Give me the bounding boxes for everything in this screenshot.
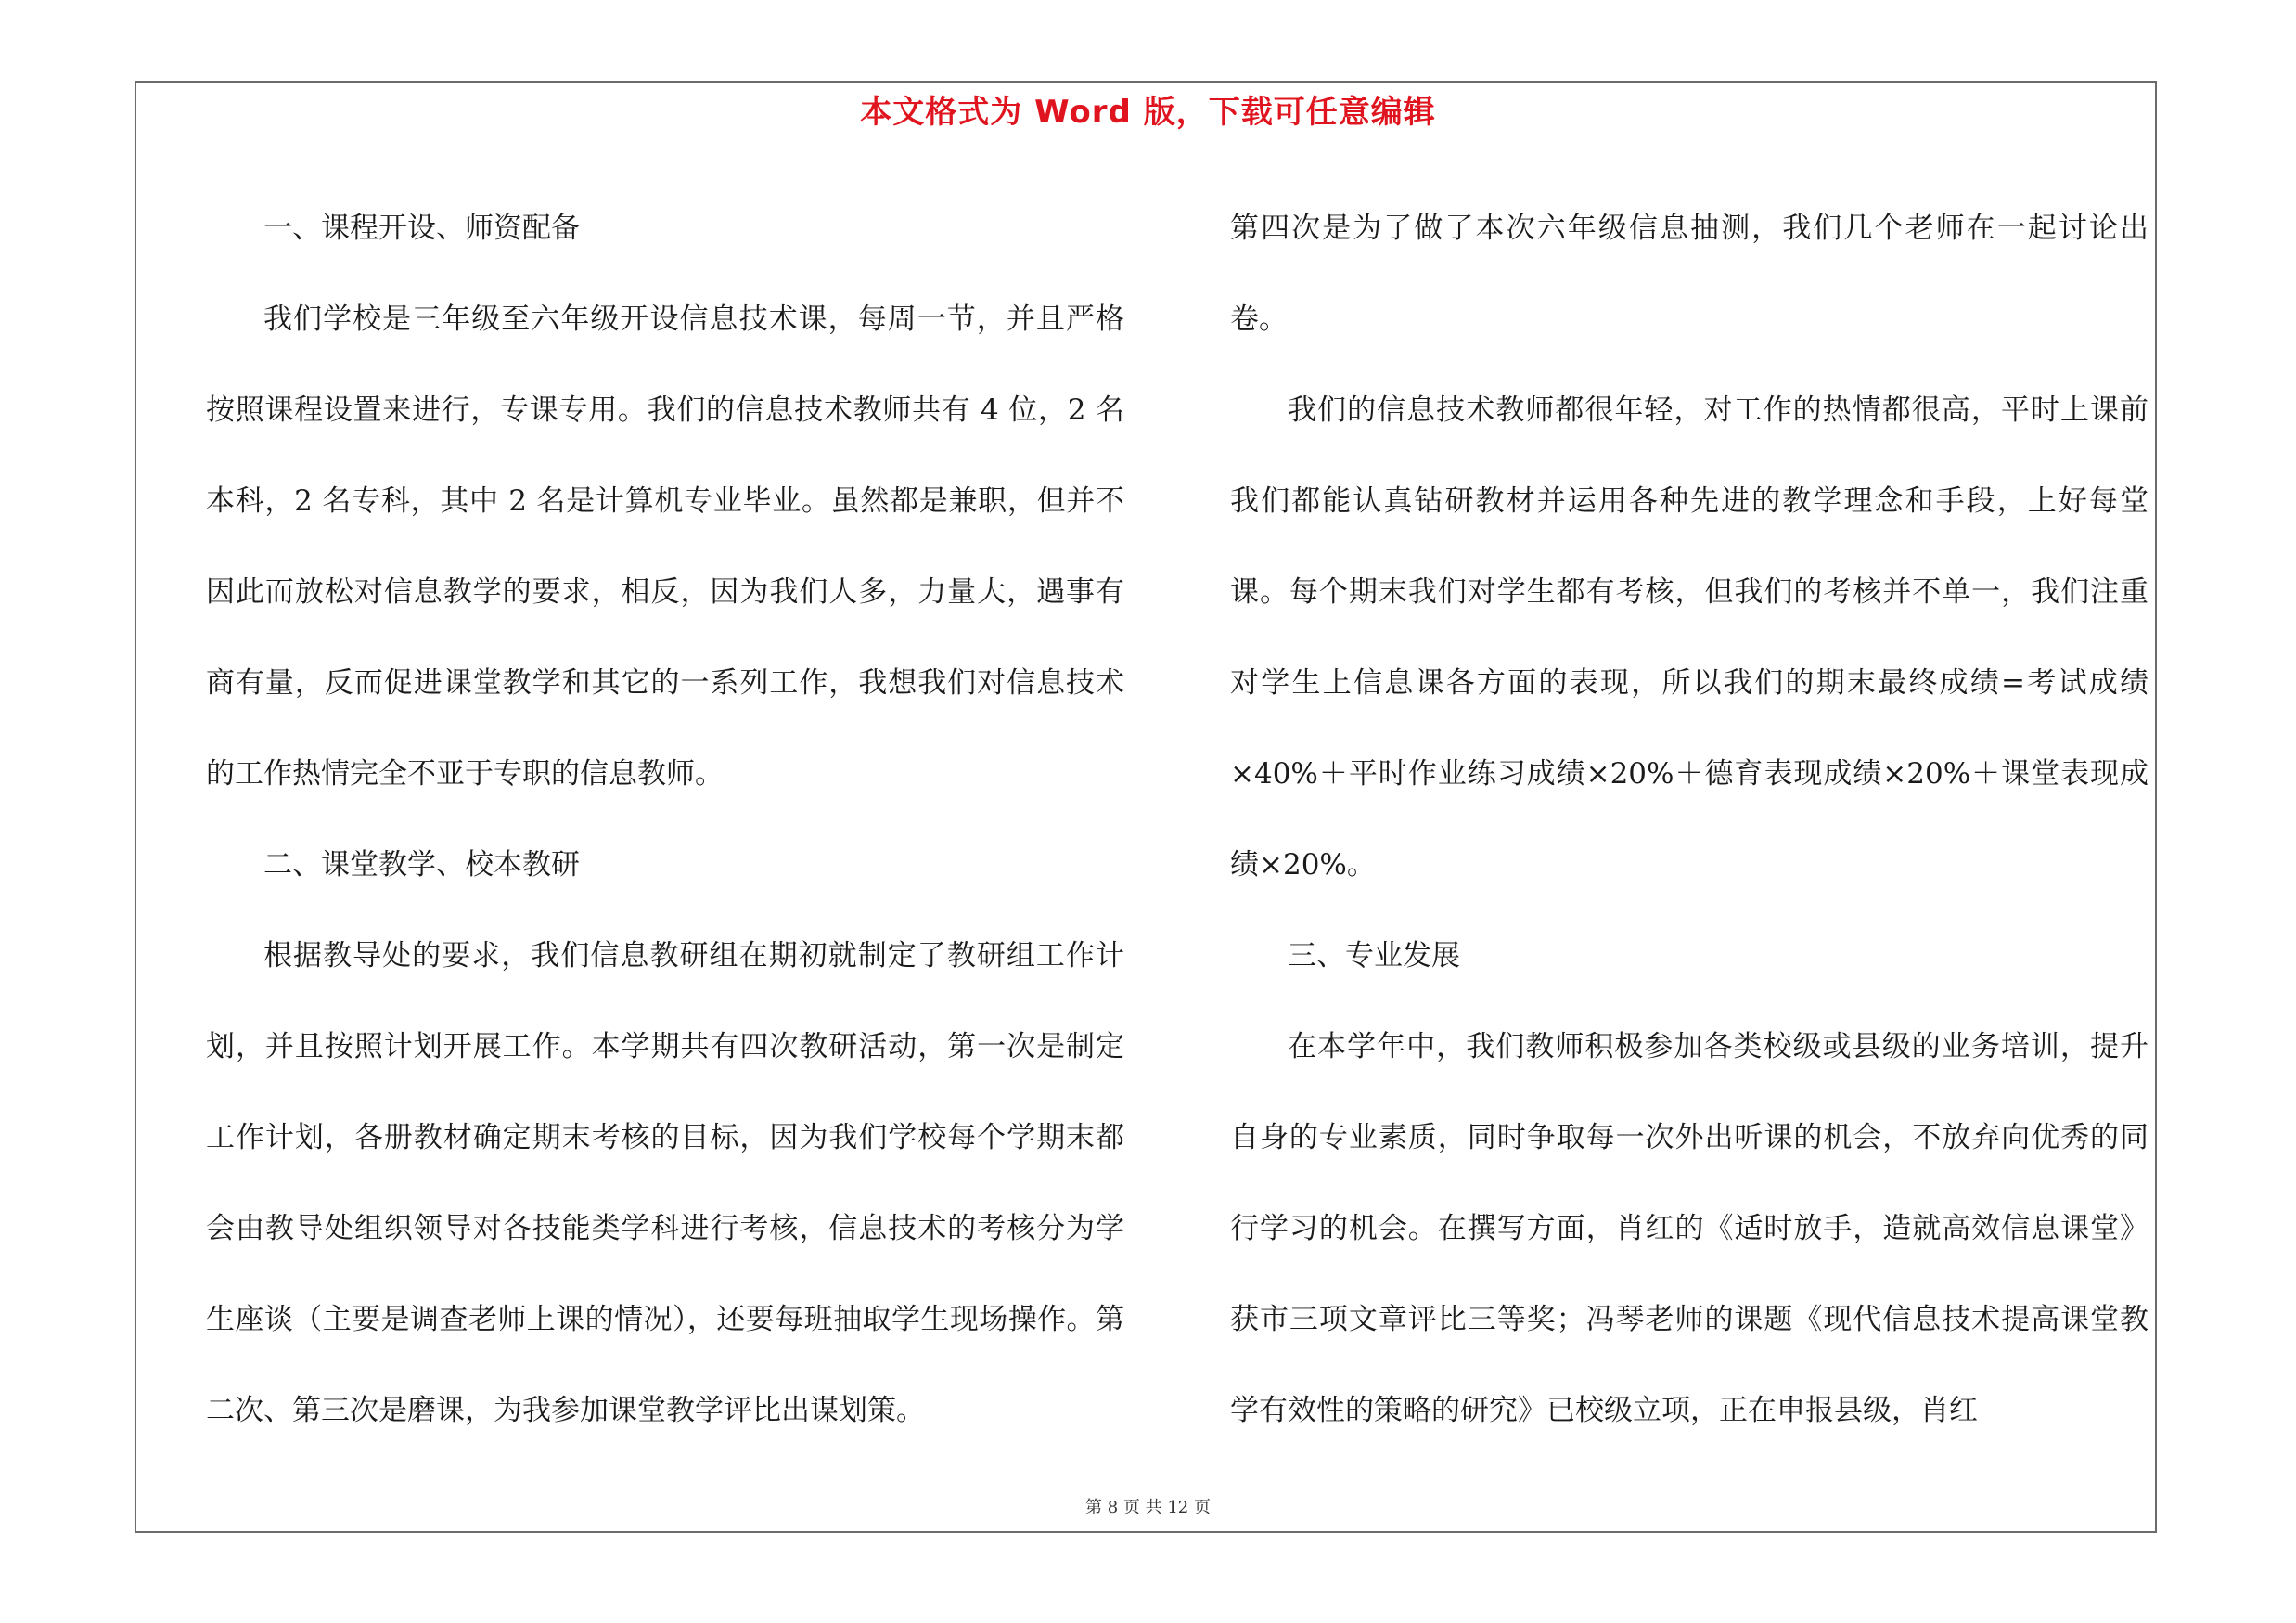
left-column bbox=[206, 183, 1124, 1456]
body-paragraph: 在本学年中，我们教师积极参加各类校级或县级的业务培训，提升自身的专业素质，同时争取每一次外出听课的机会，不放弃向优秀的同行学习的机会。在撰写方面，肖红的《适时放手，造就高效信息课堂》获市三项文章评比三等奖；冯琴老师的课题《现代信息技术提高课堂教学有效性的策略的研究》已校级立项，正在申报县级，肖红 bbox=[1230, 1030, 2148, 1427]
right-column bbox=[1230, 183, 2148, 1456]
body-paragraph: 我们学校是三年级至六年级开设信息技术课，每周一节，并且严格按照课程设置来进行，专课专用。我们的信息技术教师共有 4 位，2 名本科，2 名专科，其中 2 名是计算机专业毕业。虽然都是兼职，但并不因此而放松对信息教学的要求，相反，因为我们人多，力量大，遇事有商有量，反而促进课堂教学和其它的一系列工作，我想我们对信息技术的工作热情完全不亚于专职的信息教师。 bbox=[206, 303, 1124, 791]
page-number-footer: 第 8 页 共 12 页 bbox=[1085, 1498, 1211, 1517]
section-heading-1: 一、课程开设、师资配备 bbox=[263, 212, 580, 245]
section-heading-3: 三、专业发展 bbox=[1288, 939, 1460, 973]
body-paragraph: 我们的信息技术教师都很年轻，对工作的热情都很高，平时上课前我们都能认真钻研教材并运用各种先进的教学理念和手段，上好每堂课。每个期末我们对学生都有考核，但我们的考核并不单一，我们注重对学生上信息课各方面的表现，所以我们的期末最终成绩=考试成绩×40%＋平时作业练习成绩×20%＋德育表现成绩×20%＋课堂表现成绩×20%。 bbox=[1230, 393, 2148, 882]
section-heading-2: 二、课堂教学、校本教研 bbox=[263, 848, 580, 882]
continued-paragraph: 第四次是为了做了本次六年级信息抽测，我们几个老师在一起讨论出卷。 bbox=[1230, 212, 2148, 336]
body-paragraph: 根据教导处的要求，我们信息教研组在期初就制定了教研组工作计划，并且按照计划开展工作。本学期共有四次教研活动，第一次是制定工作计划，各册教材确定期末考核的目标，因为我们学校每个学期末都会由教导处组织领导对各技能类学科进行考核，信息技术的考核分为学生座谈（主要是调查老师上课的情况），还要每班抽取学生现场操作。第二次、第三次是磨课，为我参加课堂教学评比出谋划策。 bbox=[206, 939, 1124, 1427]
word-format-banner: 本文格式为 Word 版，下载可任意编辑 bbox=[860, 94, 1436, 131]
